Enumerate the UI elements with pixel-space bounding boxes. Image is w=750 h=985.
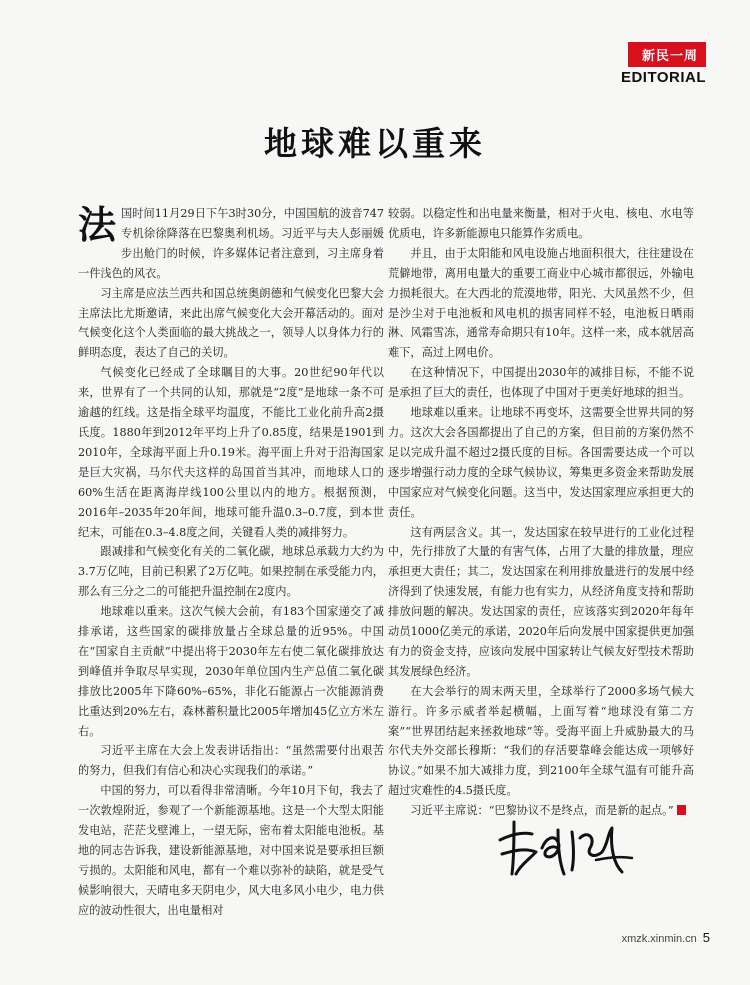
paragraph: 地球难以重来。这次气候大会前，有183个国家递交了减排承诺，这些国家的碳排放量占全球总量的近95%。中国在“国家自主贡献”中提出将于2030年左右使二氧化碳排放达到峰值并争取尽早实现，2030年单位国内生产总值二氧化碳排放比2005年下降60%–65%，非化石能源占一次能源消费比重达到20%左右，森林蓄积量比2005年增加45亿立方米左右。 bbox=[78, 605, 384, 738]
paragraph: 在这种情况下，中国提出2030年的减排目标，不能不说是承担了巨大的责任，也体现了中国对于更美好地球的担当。 bbox=[388, 366, 694, 400]
right-column bbox=[388, 204, 694, 821]
paragraph: 跟减排和气候变化有关的二氧化碳，地球总承载力大约为3.7万亿吨，目前已积累了2万亿吨。如果控制在承受能力内，那么有三分之二的可能把升温控制在2度内。 bbox=[78, 545, 384, 599]
paragraph: 习近平主席在大会上发表讲话指出：“虽然需要付出艰苦的努力，但我们有信心和决心实现我们的承诺。” bbox=[78, 744, 384, 778]
paragraph: 并且，由于太阳能和风电设施占地面积很大，往往建设在荒僻地带，离用电量大的重要工商业中心城市都很远，外输电力损耗很大。在大西北的荒漠地带，阳光、大风虽然不少，但是沙尘对于电池板和风电机的损害同样不轻，电池板日晒雨淋、风霜雪冻，通常寿命期只有10年。这样一来，成本就居高难下，高过上网电价。 bbox=[388, 246, 694, 360]
article-title: 地球难以重来 bbox=[264, 124, 486, 163]
continued-paragraph: 较弱。以稳定性和出电量来衡量，相对于火电、核电、水电等优质电，许多新能源电只能算作劣质电。 bbox=[388, 207, 694, 240]
paragraph: 气候变化已经成了全球瞩目的大事。20世纪90年代以来，世界有了一个共同的认知，那就是“2度”是地球一条不可逾越的红线。这是指全球平均温度，不能比工业化前升高2摄氏度。1880年到2012年平均上升了0.85度，结果是1901到2010年，全球海平面上升0.19米。海平面上升对于沿海国家是巨大灾祸，马尔代夫这样的岛国首当其冲，而地球人口的60%生活在距离海岸线100公里以内的地方。根据预测，2016年–2035年20年间，地球可能升温0.3–0.7度，到本世纪末，可能在0.3–4.8度之间，关键看人类的减排努力。 bbox=[78, 366, 384, 539]
paragraph: 这有两层含义。其一，发达国家在较早进行的工业化过程中，先行排放了大量的有害气体，占用了大量的排放量，理应承担更大责任；其二，发达国家在利用排放量进行的发展中经济得到了快速发展，有能力也有实力，从经济角度支持和帮助排放问题的解决。发达国家的责任，应该落实到2020年每年动员1000亿美元的承诺，2020年后向发展中国家提供更加强有力的资金支持，应该向发展中国家转让气候友好型技术帮助其发展绿色经济。 bbox=[388, 525, 694, 678]
brand-block bbox=[606, 42, 706, 86]
left-column bbox=[78, 204, 384, 921]
footer-url: xmzk.xinmin.cn bbox=[621, 933, 697, 945]
signature-icon bbox=[492, 808, 642, 888]
paragraph: 在大会举行的周末两天里，全球举行了2000多场气候大游行。许多示威者举起横幅，上面写着“地球没有第二方案”“世界团结起来拯救地球”等。受海平面上升威胁最大的马尔代夫外交部长穆斯：“我们的存活要靠峰会能达成一项够好协议。”如果不加大减排力度，到2100年全球气温有可能升高超过灾难性的4.5摄氏度。 bbox=[388, 684, 694, 798]
paragraph: 中国的努力，可以看得非常清晰。今年10月下旬，我去了一次敦煌附近，参观了一个新能源基地。这是一个大型太阳能发电站，茫茫戈壁滩上，一望无际，密布着太阳能电池板。基地的同志告诉我，建设新能源基地，对中国来说是要承担巨额亏损的。太阳能和风电，都有一个难以弥补的缺陷，就是受气候影响很大，天晴电多天阴电少，风大电多风小电少，电力供应的波动性很大，出电量相对 bbox=[78, 784, 384, 917]
paragraph: 地球难以重来。让地球不再变坏，这需要全世界共同的努力。这次大会各国都提出了自己的方案，但目前的方案仍然不足以完成升温不超过2摄氏度的目标。各国需要达成一个可以逐步增强行动力度的全球气候协议，筹集更多资金来帮助发展中国家应对气候变化问题。这当中，发达国家理应承担更大的责任。 bbox=[388, 406, 694, 519]
page-footer bbox=[622, 930, 710, 945]
paragraph: 习主席是应法兰西共和国总统奥朗德和气候变化巴黎大会主席法比尤斯邀请，来此出席气候变化大会开幕活动的。面对气候变化这个人类面临的最大挑战之一，领导人以身体力行的鲜明态度，表达了自己的关切。 bbox=[78, 286, 384, 360]
brand-label-en: EDITORIAL bbox=[620, 69, 706, 86]
page-number: 5 bbox=[702, 930, 710, 945]
brand-label-cn: 新民一周 bbox=[628, 42, 706, 67]
first-paragraph bbox=[78, 204, 384, 284]
drop-cap: 法 bbox=[78, 203, 117, 247]
end-mark-icon bbox=[677, 805, 686, 815]
first-paragraph-text: 国时间11月29日下午3时30分，中国国航的波音747专机徐徐降落在巴黎奥利机场。习近平与夫人彭丽媛步出舱门的时候，许多媒体记者注意到，习主席身着一件浅色的风衣。 bbox=[78, 207, 384, 280]
final-paragraph-text: 习近平主席说：“巴黎协议不是终点，而是新的起点。” bbox=[410, 804, 674, 818]
